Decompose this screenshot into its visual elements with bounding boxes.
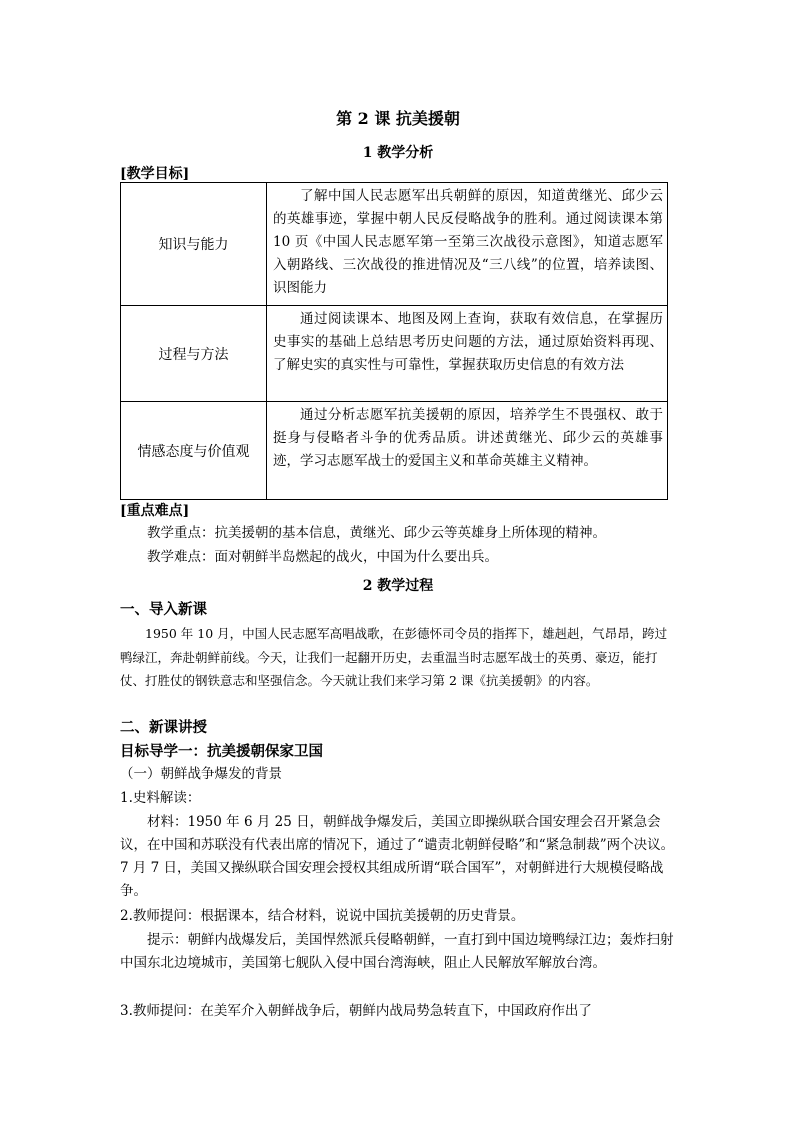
section-heading-analysis: 1 教学分析 [362, 145, 434, 161]
material-text: 材料：1950 年 6 月 25 日，朝鲜战争爆发后，美国立即操纵联合国安理会召开紧急会议，在中国和苏联没有代表出席的情况下，通过了“谴责北朝鲜侵略”和“紧急制裁”两个决议。7 月 7 日，美国又操纵联合国安理会授权其组成所谓“联合国军”，对朝鲜进行大规模侵略战争。 [120, 814, 675, 899]
sub-heading-background: （一）朝鲜战争爆发的背景 [120, 766, 282, 782]
item-3: 3.教师提问：在美军介入朝鲜战争后，朝鲜内战局势急转直下，中国政府作出了 [120, 1003, 592, 1019]
table-row [121, 183, 668, 306]
section-heading-process: 2 教学过程 [362, 578, 434, 594]
goal-text: 通过分析志愿军抗美援朝的原因，培养学生不畏强权、敢于挺身与侵略者斗争的优秀品质。讲述黄继光、邱少云的英雄事迹，学习志愿军战士的爱国主义和革命英雄主义精神。 [267, 402, 668, 500]
table-row [121, 306, 668, 402]
difficult-point: 教学难点：面对朝鲜半岛燃起的战火，中国为什么要出兵。 [147, 549, 498, 565]
hint-text: 提示：朝鲜内战爆发后，美国悍然派兵侵略朝鲜，一直打到中国边境鸭绿江边；轰炸扫射中国东北边境城市，美国第七舰队入侵中国台湾海峡，阻止人民解放军解放台湾。 [120, 932, 674, 971]
goal1-heading: 目标导学一：抗美援朝保家卫国 [120, 743, 323, 760]
table-row [121, 402, 668, 500]
item-1: 1.史料解读： [120, 790, 201, 806]
item-2: 2.教师提问：根据课本，结合材料，说说中国抗美援朝的历史背景。 [120, 908, 525, 924]
goals-table [120, 182, 668, 500]
key-point: 教学重点：抗美援朝的基本信息，黄继光、邱少云等英雄身上所体现的精神。 [147, 525, 606, 541]
part1-text: 1950 年 10 月，中国人民志愿军高唱战歌，在彭德怀司令员的指挥下，雄赳赳，气昂昂，跨过鸭绿江，奔赴朝鲜前线。今天，让我们一起翻开历史，去重温当时志愿军战士的英勇、豪迈，能打仗、打胜仗的钢铁意志和坚强信念。今天就让我们来学习第 2 课《抗美援朝》的内容。 [120, 626, 668, 688]
goal-text: 了解中国人民志愿军出兵朝鲜的原因，知道黄继光、邱少云的英雄事迹，掌握中朝人民反侵略战争的胜利。通过阅读课本第 10 页《中国人民志愿军第一至第三次战役示意图》，知道志愿军入朝路线、三次战役的推进情况及“三八线”的位置，培养读图、识图能力 [267, 183, 668, 306]
goal-label: 情感态度与价值观 [121, 402, 267, 500]
goal-text: 通过阅读课本、地图及网上查询，获取有效信息，在掌握历史事实的基础上总结思考历史问题的方法，通过原始资料再现、了解史实的真实性与可靠性，掌握获取历史信息的有效方法 [267, 306, 668, 402]
goal-label: 过程与方法 [121, 306, 267, 402]
lesson-title: 第 2 课 抗美援朝 [336, 109, 460, 128]
part2-heading: 二、新课讲授 [120, 719, 207, 736]
key-heading: [重点难点] [120, 503, 190, 519]
goal-label: 知识与能力 [121, 183, 267, 306]
part1-heading: 一、导入新课 [120, 601, 207, 618]
goals-heading: [教学目标] [120, 166, 190, 182]
